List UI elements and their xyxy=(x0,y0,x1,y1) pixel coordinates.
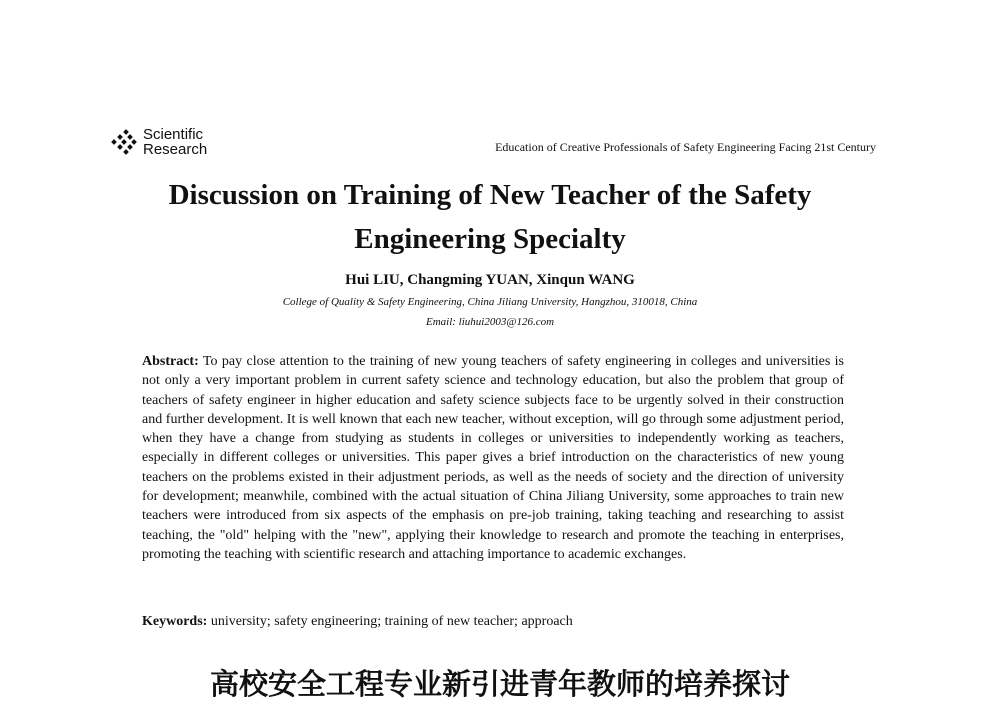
title-line-1: Discussion on Training of New Teacher of the Safety xyxy=(168,179,812,211)
email: Email: liuhui2003@126.com xyxy=(425,316,555,328)
paper-title xyxy=(140,173,840,261)
running-head: Education of Creative Professionals of Safety Engineering Facing 21st Century xyxy=(495,140,876,154)
scientific-research-logo-icon xyxy=(110,127,140,157)
keywords-label: Keywords: xyxy=(142,614,208,629)
affiliation: College of Quality & Safety Engineering, China Jiliang University, Hangzhou, 310018, China xyxy=(282,296,698,308)
authors: Hui LIU, Changming YUAN, Xinqun WANG xyxy=(345,272,635,288)
chinese-title: 高校安全工程专业新引进青年教师的培养探讨 xyxy=(209,667,790,701)
logo-line1: Scientific xyxy=(143,126,204,143)
abstract-text: To pay close attention to the training of new young teachers of safety engineering in colleges and universities is not only a very important problem in current safety science and technology education, but also the problem that group of teachers of safety engineer in higher education and safety science subjects face to be urgently solved in their construction and further development. It is well known that each new teacher, without exception, will go through some adjustment period, when they have a change from studying as students in colleges or universities to independently working as teachers, especially in different colleges or universities. This paper gives a brief introduction on the characteristics of new young teachers on the problems existed in their adjustment periods, as well as the needs of society and the direction of university for development; meanwhile, combined with the actual situation of China Jiliang University, some approaches to train new teachers were introduced from six aspects of the emphasis on pre-job training, taking teaching and researching to assist teaching, the "old" helping with the "new", applying their knowledge to research and promote the teaching in enterprises, promoting the teaching with scientific research and attaching importance to academic exchanges. xyxy=(142,354,845,562)
keywords xyxy=(142,614,844,630)
abstract xyxy=(142,352,844,564)
publisher-logo xyxy=(110,127,207,157)
logo-line2: Research xyxy=(143,141,208,158)
title-line-2: Engineering Specialty xyxy=(354,223,626,255)
keywords-text: university; safety engineering; training of new teacher; approach xyxy=(210,614,573,629)
abstract-label: Abstract: xyxy=(142,354,199,369)
